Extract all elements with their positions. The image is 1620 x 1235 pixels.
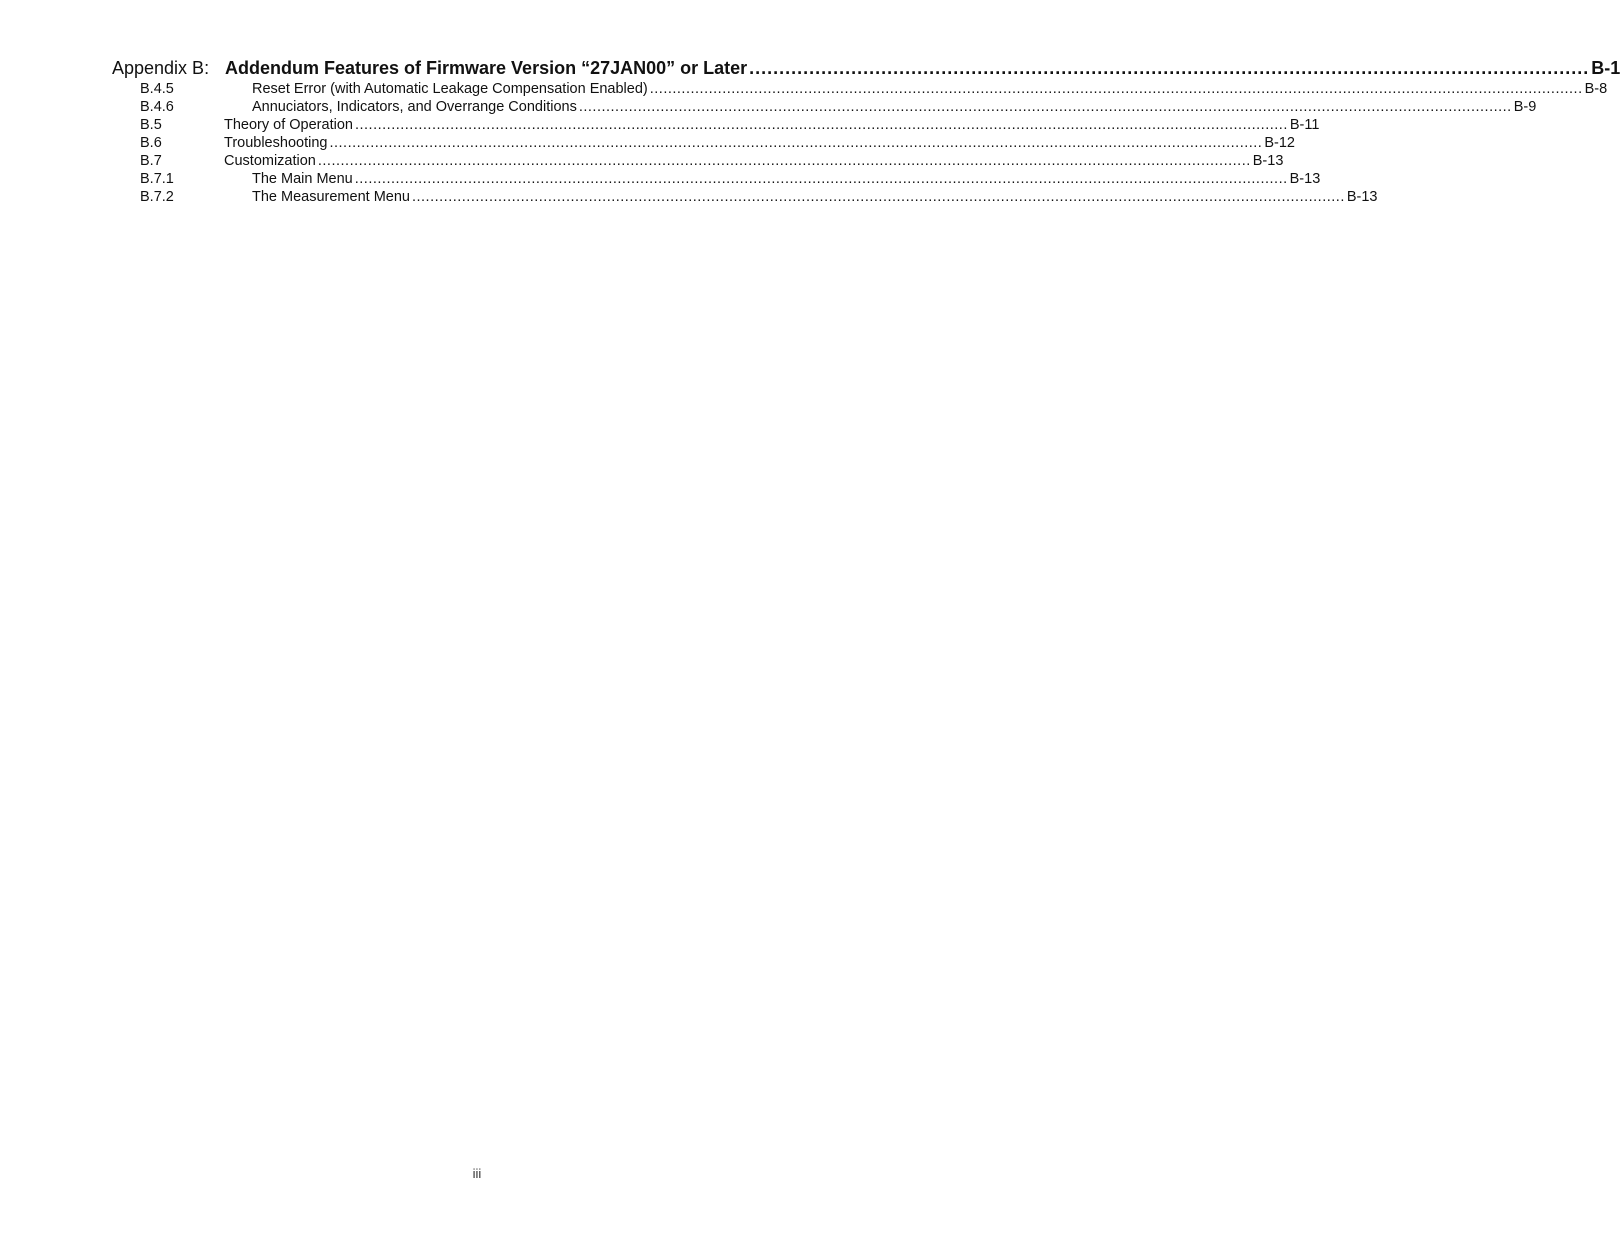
toc-entry-page: B-13 [1346, 189, 1378, 205]
toc-entry-number: B.7 [140, 153, 162, 169]
dot-leader: .............................................................................................................................................................................................................. [649, 81, 1583, 97]
toc-entry-label: Reset Error (with Automatic Leakage Compensation Enabled) [252, 81, 648, 97]
toc-entry-label: Theory of Operation [224, 117, 353, 133]
toc-heading [112, 56, 1620, 80]
toc-entry-page: B-9 [1513, 99, 1537, 115]
toc-entry [112, 134, 1295, 152]
toc-entry [112, 116, 1320, 134]
toc-entry-page: B-13 [1252, 153, 1284, 169]
dot-leader: .............................................................................................................................................................................................................. [317, 153, 1251, 169]
appendix-title: Addendum Features of Firmware Version “27JAN00” or Later [225, 58, 748, 78]
toc-entry [112, 170, 1321, 188]
toc-entry-page: B-11 [1289, 117, 1320, 133]
table-of-contents [112, 56, 1620, 206]
toc-entry [112, 80, 1608, 98]
toc-entry-label: Troubleshooting [224, 135, 328, 151]
dot-leader: .............................................................................................................................................................................................................. [411, 189, 1345, 205]
toc-entry-label: Annuciators, Indicators, and Overrange Conditions [252, 99, 577, 115]
toc-entry-number: B.7.2 [140, 189, 174, 205]
toc-entry-number: B.4.5 [140, 81, 174, 97]
toc-entry [112, 98, 1537, 116]
toc-entry-page: B-8 [1584, 81, 1608, 97]
appendix-prefix: Appendix B: [112, 58, 210, 78]
toc-entry-number: B.5 [140, 117, 162, 133]
toc-entry-label: The Main Menu [252, 171, 353, 187]
dot-leader: .............................................................................................................................................................................................................. [329, 135, 1263, 151]
dot-leader: .............................................................................................................................................................................................................. [578, 99, 1512, 115]
toc-entry-number: B.4.6 [140, 99, 174, 115]
toc-entry [112, 152, 1284, 170]
appendix-page-number: B-1 [1591, 58, 1620, 78]
toc-entry-number: B.6 [140, 135, 162, 151]
toc-entry-page: B-12 [1264, 135, 1295, 151]
dot-leader: ............................................................................................................................................ [749, 58, 1590, 78]
dot-leader: .............................................................................................................................................................................................................. [354, 117, 1288, 133]
dot-leader: .............................................................................................................................................................................................................. [354, 171, 1288, 187]
page-number-footer: iii [472, 1166, 482, 1181]
toc-entry-label: The Measurement Menu [252, 189, 410, 205]
toc-entry-label: Customization [224, 153, 316, 169]
toc-entry-page: B-13 [1289, 171, 1321, 187]
toc-entry-number: B.7.1 [140, 171, 174, 187]
toc-entry [112, 188, 1378, 206]
